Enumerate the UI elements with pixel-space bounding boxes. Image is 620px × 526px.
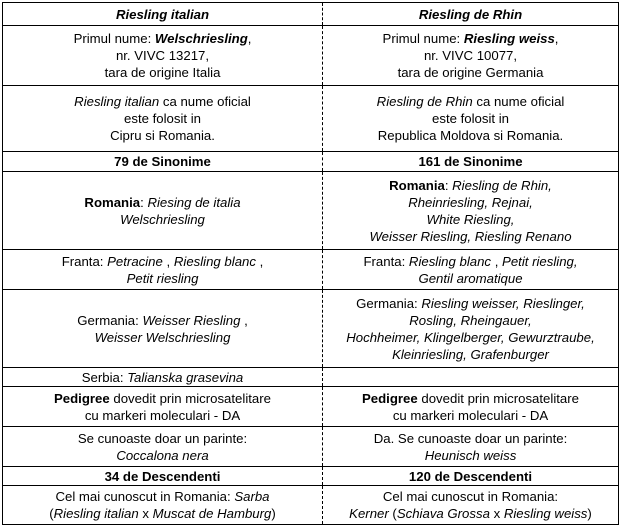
- separator: :: [140, 194, 148, 210]
- official-countries: Cipru si Romania.: [110, 128, 215, 143]
- separator: :: [444, 177, 453, 193]
- first-name-value: Welschriesling: [154, 31, 248, 46]
- official-name-rest: ca nume oficial: [159, 94, 251, 109]
- header-riesling-de-rhin: Riesling de Rhin: [323, 3, 619, 26]
- parent-cell-right: [323, 427, 619, 467]
- descendants-count-row: [3, 467, 619, 486]
- germany-line-4: [325, 346, 616, 363]
- country-name: Serbia:: [81, 369, 128, 385]
- france-line-1: [325, 253, 616, 270]
- known-line-1: [5, 488, 320, 505]
- germany-cell-right: [323, 290, 619, 368]
- country-name: Germania:: [77, 312, 143, 328]
- vivc-number: nr. VIVC 13217,: [115, 48, 210, 63]
- pedigree-row: [3, 387, 619, 427]
- romania-line-1: [325, 177, 616, 194]
- pedigree-text: dovedit prin microsatelitare: [109, 390, 271, 406]
- serbia-line: [5, 369, 320, 386]
- synonym: White Riesling,: [426, 211, 515, 227]
- first-name-prefix: Primul nume:: [382, 31, 464, 46]
- germany-cell-left: [3, 290, 323, 368]
- synonym: Petracine: [107, 253, 163, 269]
- synonym: Weisser Riesling: [142, 312, 241, 328]
- germany-line-1: [5, 312, 320, 329]
- separator: ,: [255, 253, 264, 269]
- romania-line-1: [5, 194, 320, 211]
- synonyms-count-left: 79 de Sinonime: [3, 152, 323, 172]
- synonym: Talianska grasevina: [127, 369, 244, 385]
- first-name-line: [325, 30, 616, 47]
- official-cell-right: [323, 86, 619, 152]
- cross-symbol: x: [489, 506, 504, 521]
- germany-line-2: [5, 329, 320, 346]
- cross-parent-a: Riesling italian: [53, 506, 139, 521]
- parent-cell-left: [3, 427, 323, 467]
- synonym: Gentil aromatique: [418, 270, 523, 286]
- separator: ,: [240, 312, 248, 328]
- header-row: [3, 3, 619, 26]
- synonym: Riesling weisser, Rieslinger,: [421, 295, 585, 311]
- separator: ,: [491, 253, 503, 269]
- pedigree-cell-left: [3, 387, 323, 427]
- known-prefix: Cel mai cunoscut in Romania:: [55, 489, 235, 504]
- first-name-line: [5, 30, 320, 47]
- synonym: Kleinriesling, Grafenburger: [392, 346, 549, 362]
- france-line-2: [5, 270, 320, 287]
- synonym: Riesling de Rhin,: [452, 177, 552, 193]
- cross-parent-b: Muscat de Hamburg: [152, 506, 272, 521]
- riesling-comparison-table: [2, 2, 619, 525]
- synonym: Rosling, Rheingauer,: [409, 312, 532, 328]
- origin-cell-left: [3, 26, 323, 86]
- known-row: [3, 486, 619, 525]
- france-cell-right: [323, 250, 619, 290]
- synonym: Weisser Welschriesling: [94, 329, 231, 345]
- germany-line-2: [325, 312, 616, 329]
- romania-line-3: [325, 211, 616, 228]
- germany-row: [3, 290, 619, 368]
- romania-cell-right: [323, 172, 619, 250]
- paren-close: ): [587, 506, 592, 521]
- paren-open: (: [388, 506, 397, 521]
- pedigree-line-1: [5, 390, 320, 407]
- synonym: Rheinriesling, Rejnai,: [408, 194, 533, 210]
- descendants-count-right: 120 de Descendenti: [323, 467, 619, 486]
- official-name: Riesling italian: [74, 94, 160, 109]
- pedigree-label: Pedigree: [54, 390, 110, 406]
- known-cell-left: [3, 486, 323, 525]
- paren-close: ): [271, 506, 276, 521]
- country-name: Romania: [389, 177, 445, 193]
- romania-line-2: [325, 194, 616, 211]
- parent-name: Coccalona nera: [116, 447, 209, 463]
- official-name-row: [3, 86, 619, 152]
- origin-cell-right: [323, 26, 619, 86]
- synonyms-count-right: 161 de Sinonime: [323, 152, 619, 172]
- official-name-line: [5, 93, 320, 110]
- country-name: Franta:: [363, 253, 409, 269]
- parent-line-1: Se cunoaste doar un parinte:: [77, 430, 248, 446]
- synonym: Hochheimer, Klingelberger, Gewurztraube,: [346, 329, 595, 345]
- first-name-suffix: ,: [554, 31, 559, 46]
- official-line-2: este folosit in: [432, 111, 509, 126]
- cross-symbol: x: [138, 506, 153, 521]
- serbia-cell-right: [323, 368, 619, 387]
- romania-row: [3, 172, 619, 250]
- synonym: Petit riesling: [126, 270, 199, 286]
- official-countries: Republica Moldova si Romania.: [377, 128, 564, 143]
- paren-open: (: [49, 506, 54, 521]
- separator: ,: [162, 253, 174, 269]
- synonym: Riesling blanc: [173, 253, 256, 269]
- france-row: [3, 250, 619, 290]
- country-of-origin: tara de origine Italia: [104, 65, 221, 80]
- official-name: Riesling de Rhin: [376, 94, 473, 109]
- known-line-2: [325, 505, 616, 522]
- synonym: Weisser Riesling, Riesling Renano: [369, 228, 572, 244]
- header-riesling-italian: Riesling italian: [3, 3, 323, 26]
- parent-name: Heunisch weiss: [424, 447, 517, 463]
- france-line-1: [5, 253, 320, 270]
- synonym: Petit riesling,: [502, 253, 578, 269]
- germany-line-1: [325, 295, 616, 312]
- france-line-2: [325, 270, 616, 287]
- country-name: Romania: [84, 194, 141, 210]
- synonym: Riesling blanc: [408, 253, 492, 269]
- parent-row: [3, 427, 619, 467]
- official-line-2: este folosit in: [124, 111, 201, 126]
- vivc-number: nr. VIVC 10077,: [423, 48, 518, 63]
- known-cell-right: [323, 486, 619, 525]
- parent-line-1: Da. Se cunoaste doar un parinte:: [373, 430, 568, 446]
- official-cell-left: [3, 86, 323, 152]
- france-cell-left: [3, 250, 323, 290]
- pedigree-line-2: cu markeri moleculari - DA: [84, 407, 241, 423]
- synonym: Welschriesling: [120, 211, 205, 227]
- parent-line-2: [325, 447, 616, 464]
- pedigree-line-2: cu markeri moleculari - DA: [392, 407, 549, 423]
- cross-parent-b: Riesling weiss: [503, 506, 588, 521]
- first-name-suffix: ,: [247, 31, 252, 46]
- cross-parent-a: Schiava Grossa: [396, 506, 490, 521]
- pedigree-text: dovedit prin microsatelitare: [417, 390, 579, 406]
- romania-line-2: [5, 211, 320, 228]
- first-name-prefix: Primul nume:: [73, 31, 155, 46]
- known-variety: Sarba: [234, 489, 270, 504]
- official-name-rest: ca nume oficial: [472, 94, 565, 109]
- known-line-1: Cel mai cunoscut in Romania:: [382, 489, 559, 504]
- official-name-line: [325, 93, 616, 110]
- origin-row: [3, 26, 619, 86]
- serbia-row: [3, 368, 619, 387]
- synonym: Riesing de italia: [147, 194, 241, 210]
- parent-line-2: [5, 447, 320, 464]
- germany-line-3: [325, 329, 616, 346]
- pedigree-label: Pedigree: [362, 390, 418, 406]
- first-name-value: Riesling weiss: [463, 31, 555, 46]
- country-name: Franta:: [61, 253, 108, 269]
- romania-cell-left: [3, 172, 323, 250]
- serbia-cell-left: [3, 368, 323, 387]
- descendants-count-left: 34 de Descendenti: [3, 467, 323, 486]
- known-line-2: [5, 505, 320, 522]
- country-of-origin: tara de origine Germania: [397, 65, 544, 80]
- synonyms-count-row: [3, 152, 619, 172]
- pedigree-line-1: [325, 390, 616, 407]
- pedigree-cell-right: [323, 387, 619, 427]
- known-variety: Kerner: [349, 506, 389, 521]
- country-name: Germania:: [356, 295, 422, 311]
- romania-line-4: [325, 228, 616, 245]
